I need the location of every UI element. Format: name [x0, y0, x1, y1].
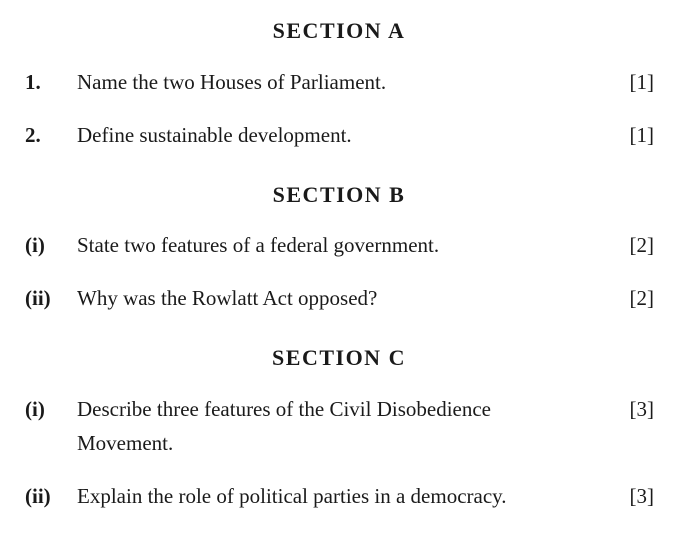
question-marks: [3]	[629, 397, 654, 421]
question-number: (i)	[25, 233, 45, 257]
question-marks: [3]	[629, 484, 654, 508]
question-number: 2.	[25, 123, 41, 147]
question-number: 1.	[25, 70, 41, 94]
question-marks: [1]	[629, 70, 654, 94]
question-number: (i)	[25, 397, 45, 421]
question-marks: [1]	[629, 123, 654, 147]
question-number: (ii)	[25, 484, 51, 508]
question-text: State two features of a federal government.	[77, 233, 440, 257]
question-marks: [2]	[629, 233, 654, 257]
question-text: Explain the role of political parties in a democracy.	[77, 484, 507, 508]
question-text: Name the two Houses of Parliament.	[77, 70, 387, 94]
question-text: Why was the Rowlatt Act opposed?	[77, 286, 378, 310]
question-text: Define sustainable development.	[77, 123, 352, 147]
section-b-heading: SECTION B	[272, 182, 406, 207]
question-text: Describe three features of the Civil Disobedience Movement.	[77, 397, 492, 455]
section-c-heading: SECTION C	[272, 345, 406, 370]
question-number: (ii)	[25, 286, 51, 310]
section-a-heading: SECTION A	[272, 18, 406, 43]
question-marks: [2]	[629, 286, 654, 310]
